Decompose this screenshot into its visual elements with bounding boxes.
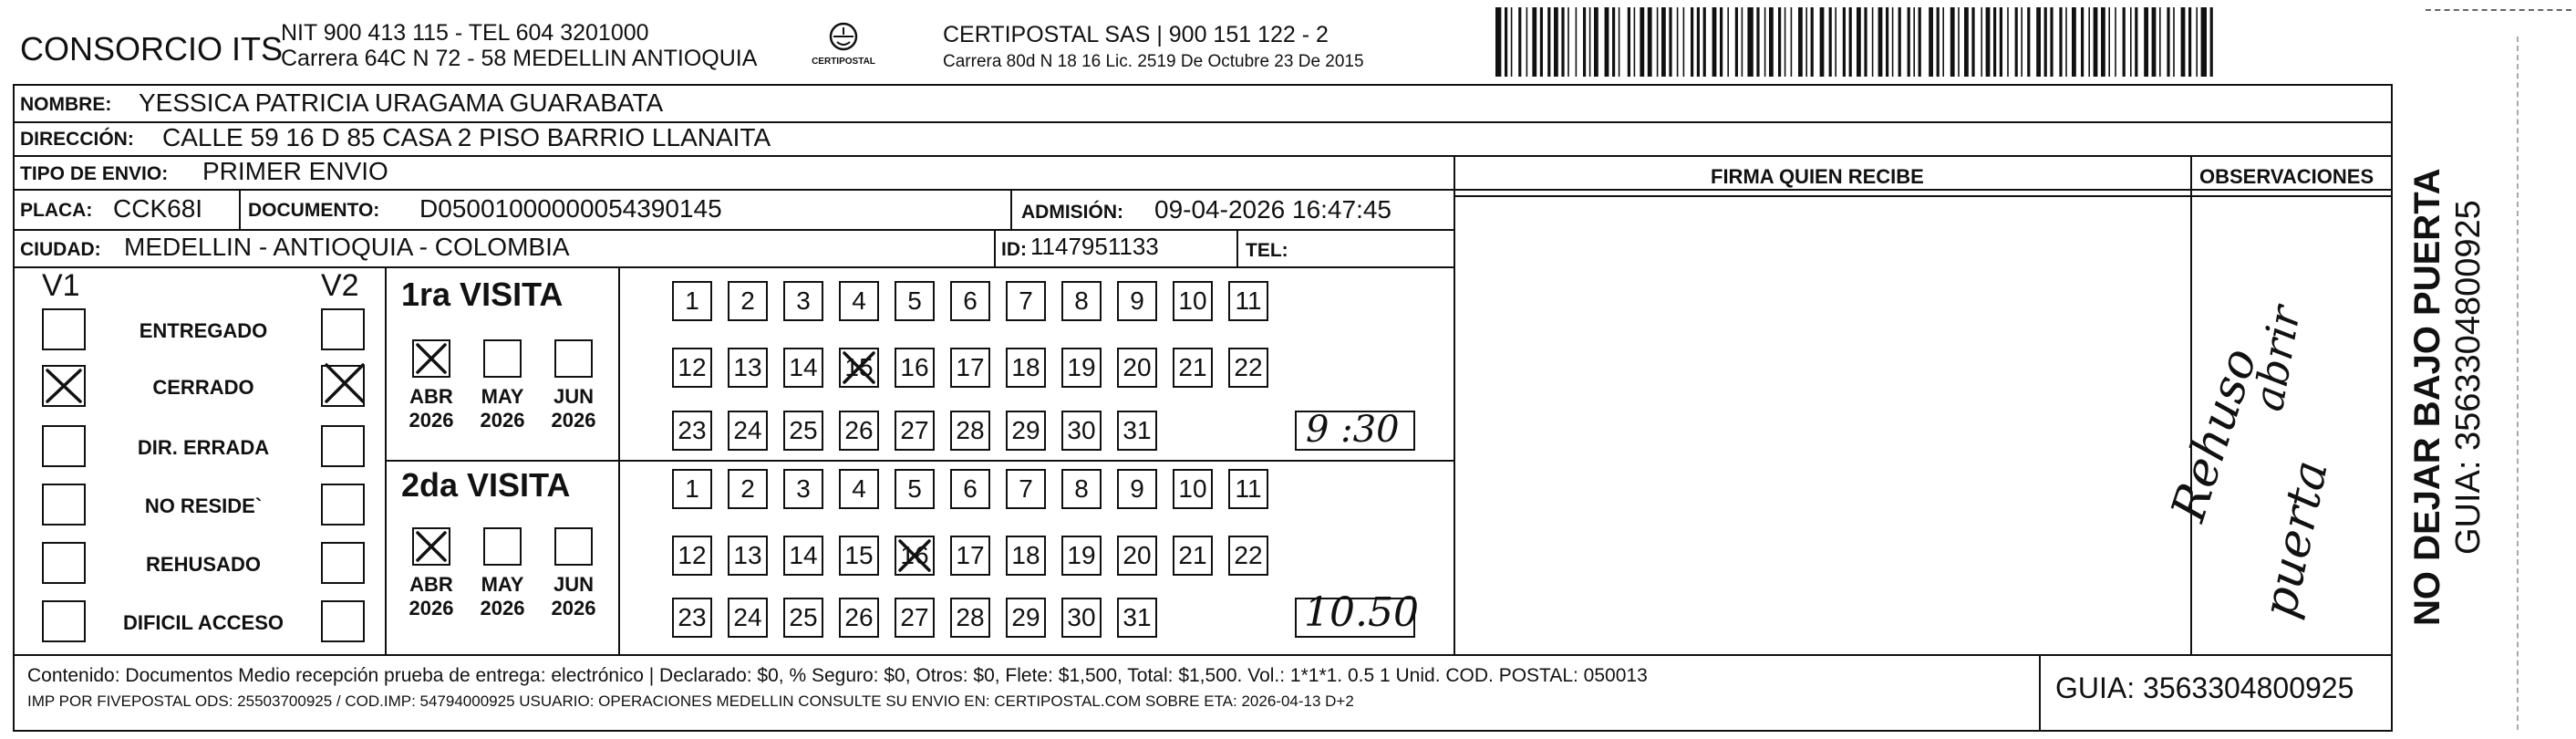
first-day-11[interactable]: 11 — [1228, 281, 1268, 321]
first-day-13[interactable]: 13 — [728, 348, 768, 388]
barcode-bar — [2173, 7, 2175, 77]
barcode-bar — [1518, 7, 1521, 77]
barcode-bar — [1605, 7, 1609, 77]
barcode-bar — [1697, 7, 1700, 77]
second-day-9[interactable]: 9 — [1117, 469, 1157, 509]
footer-imp: IMP POR FIVEPOSTAL ODS: 25503700925 / COD.IMP: 54794000925 USUARIO: OPERACIONES MEDELLIN CONSULTE SU ENVIO EN: CERTIPOSTAL.COM SOBRE ETA: 2026-04-13 D+2 — [27, 692, 1354, 710]
row-divider-5 — [13, 266, 1455, 268]
first-abr-check-icon — [414, 341, 449, 376]
second-day-29[interactable]: 29 — [1006, 598, 1046, 638]
barcode-bar — [1785, 7, 1786, 77]
footer-guia: GUIA: 3563304800925 — [2055, 671, 2354, 704]
barcode-bar — [2196, 7, 2198, 77]
second-day-13[interactable]: 13 — [728, 536, 768, 576]
first-day-25[interactable]: 25 — [783, 411, 823, 451]
barcode-bar — [1964, 7, 1969, 77]
second-day-14[interactable]: 14 — [783, 536, 823, 576]
row-divider-4 — [13, 229, 1455, 231]
first-day-23[interactable]: 23 — [672, 411, 712, 451]
observaciones-header: OBSERVACIONES — [2199, 165, 2374, 188]
second-visit-time: 10.50 — [1304, 589, 1419, 636]
first-day-31[interactable]: 31 — [1117, 411, 1157, 451]
barcode-bar — [2036, 7, 2041, 77]
first-visit-title: 1ra VISITA — [401, 276, 564, 313]
second-abr-check-icon — [414, 529, 449, 564]
logo-text: CERTIPOSTAL — [812, 57, 875, 67]
barcode-bar — [2135, 7, 2137, 77]
second-day-3[interactable]: 3 — [783, 469, 823, 509]
barcode-bar — [1908, 7, 1910, 77]
first-month-checkbox-2[interactable] — [554, 339, 593, 378]
barcode-bar — [2188, 7, 2191, 77]
barcode-bar — [1495, 7, 1501, 77]
placa-label: PLACA: — [20, 200, 93, 221]
first-day-15[interactable]: 15 — [839, 348, 879, 388]
barcode-bar — [1634, 7, 1636, 77]
barcode-bar — [2081, 7, 2084, 77]
barcode-bar — [1919, 7, 1921, 77]
second-day-20[interactable]: 20 — [1117, 536, 1157, 576]
company-address: Carrera 64C N 72 - 58 MEDELLIN ANTIOQUIA — [281, 46, 758, 71]
company-name: CONSORCIO ITS — [20, 30, 284, 68]
first-day-6[interactable]: 6 — [950, 281, 990, 321]
barcode-bar — [1886, 7, 1888, 77]
first-day-10[interactable]: 10 — [1173, 281, 1213, 321]
v2-label: V2 — [321, 268, 359, 303]
barcode-bar — [1958, 7, 1960, 77]
barcode-bar — [2152, 7, 2157, 77]
first-day-9[interactable]: 9 — [1117, 281, 1157, 321]
admision-label: ADMISIÓN: — [1021, 202, 1123, 223]
ciudad-label: CIUDAD: — [20, 239, 101, 260]
barcode-bar — [2108, 7, 2110, 77]
barcode-bar — [1769, 7, 1774, 77]
barcode-bar — [1727, 7, 1729, 77]
barcode-bar — [1628, 7, 1630, 77]
second-month-checkbox-2[interactable] — [554, 527, 593, 566]
v2-checkbox-4[interactable] — [321, 542, 365, 584]
barcode-bar — [2000, 7, 2002, 77]
obs-left-divider — [2190, 155, 2192, 654]
firma-header: FIRMA QUIEN RECIBE — [1711, 165, 1924, 188]
second-month-label — [399, 573, 463, 621]
barcode-bar — [1747, 7, 1753, 77]
barcode-bar — [1712, 7, 1717, 77]
nombre-value: YESSICA PATRICIA URAGAMA GUARABATA — [139, 88, 664, 117]
company-nit: NIT 900 413 115 - TEL 604 3201000 — [281, 20, 649, 46]
first-day-14[interactable]: 14 — [783, 348, 823, 388]
second-day-1[interactable]: 1 — [672, 469, 712, 509]
barcode-bar — [1811, 7, 1814, 77]
second-day-15[interactable]: 15 — [839, 536, 879, 576]
v1-checkbox-3[interactable] — [42, 484, 86, 526]
second-month-checkbox-1[interactable] — [483, 527, 522, 566]
first-day-3[interactable]: 3 — [783, 281, 823, 321]
nombre-label: NOMBRE: — [20, 94, 112, 115]
barcode-bar — [1878, 7, 1883, 77]
barcode-bar — [1532, 7, 1536, 77]
barcode-bar — [1798, 7, 1803, 77]
barcode-bar — [2059, 7, 2062, 77]
placa-value: CCK68I — [113, 194, 203, 223]
barcode-bar — [1683, 7, 1685, 77]
second-day-7[interactable]: 7 — [1006, 469, 1046, 509]
second-day-24[interactable]: 24 — [728, 598, 768, 638]
first-day-16[interactable]: 16 — [895, 348, 935, 388]
barcode-bar — [1829, 7, 1832, 77]
barcode-bar — [1937, 7, 1940, 77]
tipo-envio-label: TIPO DE ENVIO: — [20, 163, 169, 184]
month-year: 2026 — [480, 409, 525, 432]
footer-guia-divider — [2039, 654, 2041, 732]
top-dashed-edge — [2426, 9, 2571, 11]
barcode-bar — [1993, 7, 1996, 77]
second-day-2[interactable]: 2 — [728, 469, 768, 509]
second-day-11[interactable]: 11 — [1228, 469, 1268, 509]
second-day-19[interactable]: 19 — [1061, 536, 1102, 576]
documento-label: DOCUMENTO: — [248, 200, 380, 221]
barcode-bar — [1612, 7, 1615, 77]
second-month-label — [471, 573, 534, 621]
month-name: ABR — [409, 573, 453, 596]
barcode-bar — [2015, 7, 2018, 77]
ciudad-value: MEDELLIN - ANTIOQUIA - COLOMBIA — [124, 233, 570, 261]
placa-divider — [239, 189, 241, 229]
barcode-bar — [2101, 7, 2105, 77]
barcode-bar — [1677, 7, 1679, 77]
barcode-icon — [1494, 7, 2223, 78]
first-day-22[interactable]: 22 — [1228, 348, 1268, 388]
row-divider-footer — [13, 654, 2393, 656]
barcode-bar — [2065, 7, 2067, 77]
state-label: DIFICIL ACCESO — [122, 611, 284, 634]
barcode-bar — [1669, 7, 1671, 77]
barcode-bar — [1561, 7, 1564, 77]
second-day-27[interactable]: 27 — [895, 598, 935, 638]
second-day-31[interactable]: 31 — [1117, 598, 1157, 638]
month-name: MAY — [481, 573, 524, 596]
barcode-bar — [1843, 7, 1846, 77]
firma-header-underline — [1454, 195, 2190, 197]
barcode-bar — [1594, 7, 1598, 77]
second-day-12[interactable]: 12 — [672, 536, 712, 576]
second-day-16[interactable]: 16 — [895, 536, 935, 576]
barcode-bar — [1567, 7, 1569, 77]
barcode-bar — [1661, 7, 1666, 77]
second-day-22[interactable]: 22 — [1228, 536, 1268, 576]
second-day-6[interactable]: 6 — [950, 469, 990, 509]
barcode-bar — [1703, 7, 1706, 77]
v1-label: V1 — [42, 268, 80, 303]
firma-left-divider — [1454, 155, 1455, 654]
v2-checkbox-0[interactable] — [321, 308, 365, 350]
state-label: REHUSADO — [146, 553, 261, 576]
barcode-bar — [1872, 7, 1874, 77]
month-name: JUN — [553, 573, 594, 596]
barcode-bar — [1986, 7, 1991, 77]
direccion-value: CALLE 59 16 D 85 CASA 2 PISO BARRIO LLANAITA — [162, 123, 771, 151]
barcode-bar — [2027, 7, 2030, 77]
second-day-17[interactable]: 17 — [950, 536, 990, 576]
barcode-bar — [1540, 7, 1543, 77]
state-label: ENTREGADO — [139, 319, 268, 342]
barcode-bar — [2050, 7, 2053, 77]
barcode-bar — [2181, 7, 2186, 77]
second-day-21[interactable]: 21 — [1173, 536, 1213, 576]
documento-value: D05001000000054390145 — [419, 194, 722, 223]
barcode-bar — [2210, 7, 2213, 77]
state-label: DIR. ERRADA — [137, 436, 270, 459]
barcode-bar — [1820, 7, 1825, 77]
first-month-label — [542, 385, 605, 433]
second-month-label — [542, 573, 605, 621]
first-day-7[interactable]: 7 — [1006, 281, 1046, 321]
second-day-10[interactable]: 10 — [1173, 469, 1213, 509]
first-day-4[interactable]: 4 — [839, 281, 879, 321]
visits-mid-divider — [385, 460, 1455, 462]
barcode-bar — [1554, 7, 1558, 77]
admision-divider — [1010, 189, 1012, 229]
first-day-26[interactable]: 26 — [839, 411, 879, 451]
obs-handwriting-4: abrir — [2243, 302, 2311, 415]
obs-handwriting-3: puerta — [2252, 455, 2339, 623]
barcode-bar — [1971, 7, 1974, 77]
barcode-bar — [2201, 7, 2207, 77]
barcode-bar — [1942, 7, 1944, 77]
first-day-mark-icon — [841, 349, 877, 386]
barcode-bar — [1505, 7, 1507, 77]
barcode-bar — [1791, 7, 1793, 77]
barcode-bar — [1619, 7, 1620, 77]
first-month-label — [471, 385, 534, 433]
side-dashed-line — [2517, 36, 2519, 730]
state-label: CERRADO — [152, 376, 254, 399]
barcode-bar — [2167, 7, 2169, 77]
obs-handwriting-1: Rehuso — [2161, 341, 2269, 528]
first-month-checkbox-1[interactable] — [483, 339, 522, 378]
first-day-20[interactable]: 20 — [1117, 348, 1157, 388]
barcode-bar — [1691, 7, 1693, 77]
barcode-bar — [1835, 7, 1836, 77]
id-label: ID: — [1001, 239, 1027, 260]
v1-checkbox-4[interactable] — [42, 542, 86, 584]
month-name: MAY — [481, 385, 524, 408]
barcode-bar — [1898, 7, 1901, 77]
first-day-24[interactable]: 24 — [728, 411, 768, 451]
barcode-bar — [1648, 7, 1652, 77]
barcode-bar — [1526, 7, 1528, 77]
v2-checkbox-3[interactable] — [321, 484, 365, 526]
side-notice: NO DEJAR BAJO PUERTA — [2407, 168, 2447, 626]
first-day-28[interactable]: 28 — [950, 411, 990, 451]
barcode-bar — [1805, 7, 1807, 77]
barcode-bar — [2123, 7, 2126, 77]
first-day-30[interactable]: 30 — [1061, 411, 1102, 451]
first-day-21[interactable]: 21 — [1173, 348, 1213, 388]
barcode-bar — [1857, 7, 1861, 77]
barcode-bar — [1981, 7, 1982, 77]
month-year: 2026 — [551, 409, 596, 432]
barcode-bar — [1742, 7, 1743, 77]
second-day-28[interactable]: 28 — [950, 598, 990, 638]
v2-checkbox-2[interactable] — [321, 425, 365, 467]
second-day-5[interactable]: 5 — [895, 469, 935, 509]
barcode-bar — [1720, 7, 1723, 77]
direccion-label: DIRECCIÓN: — [20, 129, 134, 150]
barcode-bar — [2044, 7, 2047, 77]
footer-contenido: Contenido: Documentos Medio recepción prueba de entrega: electrónico | Declarado: $0, % Seguro: $0, Otros: $0, Flete: $1,500, Total: $1,500. Vol.: 1*1*1. 0.5 1 Unid. COD. POSTAL: 050013 — [27, 665, 1648, 686]
second-day-4[interactable]: 4 — [839, 469, 879, 509]
tel-label: TEL: — [1246, 240, 1288, 261]
second-day-mark-icon — [896, 537, 933, 574]
barcode-bar — [1657, 7, 1659, 77]
tipo-envio-value: PRIMER ENVIO — [202, 157, 388, 185]
second-day-26[interactable]: 26 — [839, 598, 879, 638]
admision-value: 09-04-2026 16:47:45 — [1154, 195, 1391, 224]
barcode-bar — [1849, 7, 1852, 77]
second-day-8[interactable]: 8 — [1061, 469, 1102, 509]
barcode-bar — [1576, 7, 1578, 77]
id-value: 1147951133 — [1030, 233, 1159, 260]
barcode-bar — [2072, 7, 2076, 77]
carrier-address: Carrera 80d N 18 16 Lic. 2519 De Octubre 23 De 2015 — [943, 52, 1364, 71]
barcode-bar — [1764, 7, 1766, 77]
barcode-bar — [1864, 7, 1867, 77]
barcode-bar — [2021, 7, 2023, 77]
v1-checkbox-2[interactable] — [42, 425, 86, 467]
first-day-27[interactable]: 27 — [895, 411, 935, 451]
tel-divider — [1236, 229, 1238, 266]
second-day-30[interactable]: 30 — [1061, 598, 1102, 638]
month-year: 2026 — [409, 409, 454, 432]
barcode-bar — [1778, 7, 1781, 77]
barcode-bar — [2144, 7, 2148, 77]
barcode-bar — [1735, 7, 1738, 77]
v2-checkbox-5[interactable] — [321, 600, 365, 642]
second-day-25[interactable]: 25 — [783, 598, 823, 638]
barcode-bar — [2094, 7, 2098, 77]
first-day-29[interactable]: 29 — [1006, 411, 1046, 451]
month-year: 2026 — [551, 597, 596, 620]
second-visit-title: 2da VISITA — [401, 466, 571, 504]
v1-cerrado-check-icon — [44, 367, 84, 405]
barcode-bar — [1892, 7, 1894, 77]
barcode-bar — [1929, 7, 1933, 77]
barcode-bar — [1547, 7, 1550, 77]
id-divider — [994, 229, 996, 266]
barcode-bar — [1913, 7, 1915, 77]
side-guia: GUIA: 3563304800925 — [2449, 200, 2488, 555]
first-day-12[interactable]: 12 — [672, 348, 712, 388]
first-day-19[interactable]: 19 — [1061, 348, 1102, 388]
first-day-8[interactable]: 8 — [1061, 281, 1102, 321]
barcode-bar — [2007, 7, 2009, 77]
barcode-bar — [2159, 7, 2161, 77]
row-divider-3 — [13, 189, 2393, 191]
first-day-18[interactable]: 18 — [1006, 348, 1046, 388]
first-visit-time: 9 :30 — [1306, 409, 1400, 451]
barcode-bar — [1583, 7, 1586, 77]
v1-checkbox-0[interactable] — [42, 308, 86, 350]
month-name: JUN — [553, 385, 594, 408]
carrier-name: CERTIPOSTAL SAS | 900 151 122 - 2 — [943, 22, 1329, 47]
month-name: ABR — [409, 385, 453, 408]
v1-checkbox-5[interactable] — [42, 600, 86, 642]
barcode-bar — [1756, 7, 1759, 77]
month-year: 2026 — [409, 597, 454, 620]
certipostal-logo — [802, 20, 885, 75]
barcode-bar — [1950, 7, 1955, 77]
first-month-label — [399, 385, 463, 433]
month-year: 2026 — [480, 597, 525, 620]
first-day-5[interactable]: 5 — [895, 281, 935, 321]
barcode-bar — [2115, 7, 2116, 77]
first-day-2[interactable]: 2 — [728, 281, 768, 321]
barcode-bar — [1589, 7, 1591, 77]
first-day-17[interactable]: 17 — [950, 348, 990, 388]
first-day-1[interactable]: 1 — [672, 281, 712, 321]
obs-header-underline — [2190, 195, 2393, 197]
postal-logo-icon — [802, 20, 885, 75]
barcode-bar — [2130, 7, 2132, 77]
second-day-23[interactable]: 23 — [672, 598, 712, 638]
v2-cerrado-check-icon — [323, 361, 367, 405]
second-day-18[interactable]: 18 — [1006, 536, 1046, 576]
barcode-bar — [1640, 7, 1644, 77]
state-label: NO RESIDE` — [144, 494, 263, 517]
barcode-bar — [1511, 7, 1513, 77]
barcode-bar — [2088, 7, 2090, 77]
